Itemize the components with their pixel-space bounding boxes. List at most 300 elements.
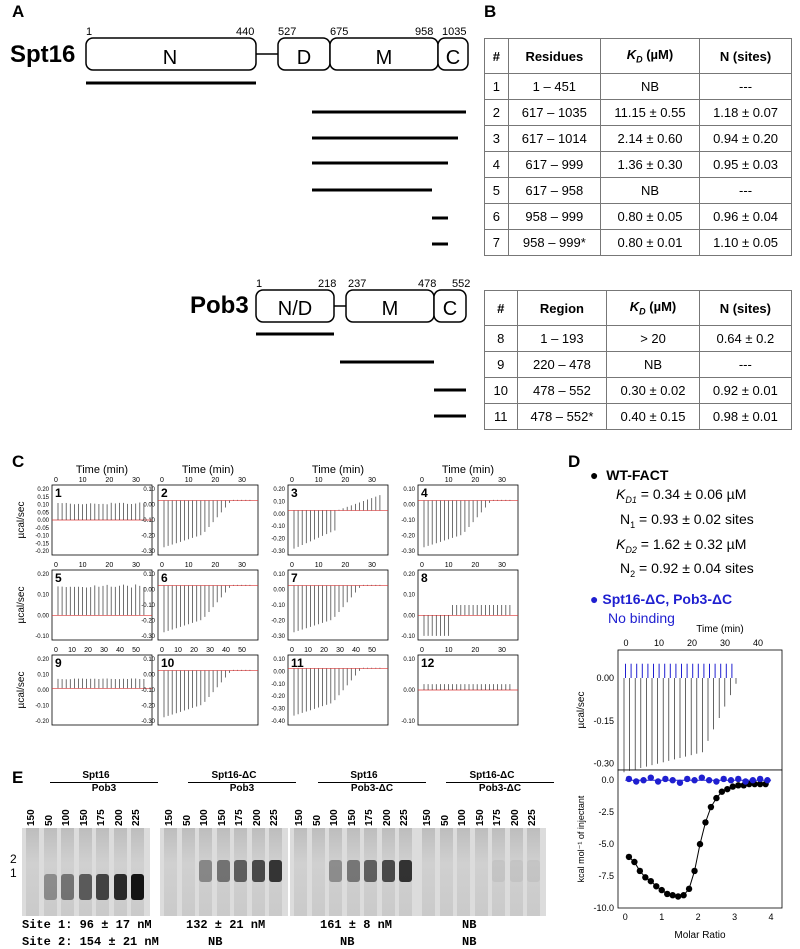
mut-data-point <box>757 776 763 782</box>
y-tick-label: -0.10 <box>35 703 49 710</box>
lane-label: 225 <box>269 809 280 826</box>
gel-title-line1: Spt16 <box>350 770 378 781</box>
wt-data-point <box>664 891 670 897</box>
x-tick-label: 20 <box>211 562 220 569</box>
itc-panel <box>271 562 388 640</box>
panel-number: 5 <box>55 571 62 585</box>
table-cell: 0.64 ± 0.2 <box>699 326 791 352</box>
lane-label: 50 <box>181 814 193 826</box>
gel-image <box>160 828 288 916</box>
panel-number: 1 <box>55 486 62 500</box>
wt-data-point <box>631 859 637 865</box>
x-tick-label: 40 <box>752 638 764 648</box>
itc-panel <box>401 647 518 725</box>
y-tick-label: -0.20 <box>271 536 285 543</box>
y-tick-label: -0.20 <box>35 549 49 555</box>
lane-label: 50 <box>439 814 451 826</box>
panel-label-c: C <box>12 452 25 471</box>
x-tick-label: 10 <box>184 562 193 569</box>
x-tick-label: 20 <box>190 647 198 654</box>
spt16-pos: 440 <box>236 26 255 38</box>
wt-data-point <box>642 874 648 880</box>
y-tick-label: -2.5 <box>598 807 614 818</box>
table-cell: > 20 <box>607 326 699 352</box>
panel-number: 10 <box>161 656 175 670</box>
y-tick-label: -0.20 <box>271 618 285 625</box>
y-tick-label: -0.10 <box>141 518 155 524</box>
wt-data-point <box>626 854 632 860</box>
table-cell: 0.80 ± 0.05 <box>600 204 699 230</box>
panel-number: 6 <box>161 571 168 585</box>
x-tick-label: 40 <box>222 647 230 654</box>
wt-data-point <box>659 887 665 893</box>
x-tick-label: 20 <box>686 638 698 648</box>
itc-thermogram-grid <box>0 455 570 770</box>
y-tick-label: -0.10 <box>141 688 155 694</box>
x-tick-label: 0 <box>290 562 294 569</box>
y-tick-label: 0.10 <box>143 657 155 663</box>
x-tick-label: 30 <box>368 477 376 484</box>
mut-data-point <box>728 777 734 783</box>
gel-kd-result: NB <box>340 935 355 949</box>
lane-label: 200 <box>509 809 521 826</box>
lane-label: 50 <box>43 814 55 826</box>
n2-value: = 0.92 ± 0.04 sites <box>635 560 754 577</box>
x-tick-label: 0 <box>420 562 424 569</box>
x-tick-label: 30 <box>336 647 344 654</box>
pob3-c-label: C <box>442 298 458 320</box>
x-tick-label: 10 <box>314 477 323 484</box>
table-cell: 617 – 1035 <box>508 100 600 126</box>
table-cell: 220 – 478 <box>517 352 607 378</box>
y-tick-label: 0.10 <box>37 672 49 679</box>
table-cell: 617 – 999 <box>508 152 600 178</box>
col-header: N (sites) <box>699 291 791 326</box>
y-tick-label: 0.10 <box>403 592 415 599</box>
itc-panel <box>141 647 258 725</box>
y-tick-label: 0.00 <box>37 613 49 620</box>
col-header: # <box>485 39 509 74</box>
spt16-kd-table <box>484 38 792 256</box>
table-cell: 478 – 552* <box>517 404 607 430</box>
y-tick-label: 0.00 <box>37 688 49 694</box>
mut-data-point <box>684 776 690 782</box>
spt16-n-label: N <box>162 47 178 69</box>
y-tick-label: 0.10 <box>273 572 285 578</box>
spt16-name: Spt16 <box>10 41 76 68</box>
y-axis-label: µcal/sec <box>16 671 27 709</box>
x-tick-label: 30 <box>132 477 140 484</box>
emsa-gels <box>0 768 570 949</box>
wt-data-point <box>675 893 681 899</box>
x-tick-label: 10 <box>184 477 193 484</box>
x-tick-label: 0 <box>290 647 294 654</box>
panel-number: 7 <box>291 571 298 585</box>
y-tick-label: 0.15 <box>37 494 49 501</box>
table-cell: 617 – 1014 <box>508 126 600 152</box>
x-tick-label: 0 <box>54 477 58 484</box>
lane-label: 150 <box>26 809 37 826</box>
itc-panel <box>141 562 258 640</box>
table-cell: 2 <box>485 100 509 126</box>
panel-label-b: B <box>484 2 497 21</box>
pob3-name: Pob3 <box>190 292 249 319</box>
lane-label: 100 <box>457 809 468 826</box>
x-tick-label: 0 <box>420 477 424 484</box>
table-row <box>485 74 792 100</box>
gel-title-line2: Pob3-ΔC <box>318 782 426 794</box>
y-tick-label: 0.10 <box>37 592 49 599</box>
y-tick-label: 0.20 <box>37 657 49 663</box>
pob3-pos: 1 <box>256 278 263 290</box>
x-tick-label: 0 <box>54 562 58 569</box>
table-cell: --- <box>700 178 792 204</box>
x-tick-label: 20 <box>341 562 350 569</box>
table-cell: 10 <box>485 378 518 404</box>
itc-panel <box>16 562 152 640</box>
wt-data-point <box>713 795 719 801</box>
pob3-pos: 478 <box>418 278 437 290</box>
x-tick-label: 0 <box>160 477 164 484</box>
x-tick-label: 10 <box>444 647 453 654</box>
col-header: Region <box>517 291 607 326</box>
itc-panel <box>141 464 258 555</box>
lane-label: 225 <box>527 809 538 826</box>
y-tick-label: -0.30 <box>401 549 415 555</box>
pob3-pos: 218 <box>318 278 337 290</box>
table-cell: 1.18 ± 0.07 <box>700 100 792 126</box>
table-cell: --- <box>699 352 791 378</box>
wt-data-point <box>719 789 725 795</box>
y-tick-label: -0.10 <box>35 634 49 640</box>
x-tick-label: 20 <box>105 562 114 569</box>
y-tick-label: -0.30 <box>141 634 155 640</box>
table-row <box>485 404 792 430</box>
y-tick-label: -0.05 <box>35 525 49 532</box>
panel-d-legend <box>590 466 754 628</box>
gel-kd-result: Site 1: 96 ± 17 nM <box>22 918 152 932</box>
y-tick-label: 0.10 <box>143 572 155 578</box>
table-row <box>485 204 792 230</box>
y-tick-label: -0.30 <box>271 634 285 640</box>
y-tick-label: -0.15 <box>593 715 614 726</box>
kd2-value: = 1.62 ± 0.32 µM <box>636 535 747 552</box>
lane-label: 175 <box>492 809 503 826</box>
y-tick-label: -0.10 <box>271 603 285 609</box>
table-cell: 0.40 ± 0.15 <box>607 404 699 430</box>
x-tick-label: 0 <box>290 477 294 484</box>
wt-data-point <box>730 783 736 789</box>
y-tick-label: 0.10 <box>273 499 285 506</box>
x-tick-label: 20 <box>471 647 480 654</box>
gel-image <box>22 828 150 916</box>
gel-kd-result: 132 ± 21 nM <box>186 918 266 932</box>
itc-panel <box>16 464 152 555</box>
y-tick-label: 0.20 <box>37 572 49 578</box>
y-tick-label: 0.20 <box>37 487 49 493</box>
spt16-c-label: C <box>445 47 461 69</box>
x-tick-label: 30 <box>498 477 506 484</box>
table-cell: 958 – 999 <box>508 204 600 230</box>
y-tick-label: -0.30 <box>141 549 155 555</box>
time-axis-label: Time (min) <box>181 464 235 476</box>
x-tick-label: 30 <box>498 647 506 654</box>
y-tick-label: -0.10 <box>271 524 285 531</box>
table-row <box>485 152 792 178</box>
y-tick-label: 0.00 <box>273 587 285 594</box>
col-header: N (sites) <box>700 39 792 74</box>
spt16-pos: 527 <box>278 26 297 38</box>
y-tick-label: -0.20 <box>401 533 415 540</box>
table-cell: 0.96 ± 0.04 <box>700 204 792 230</box>
x-tick-label: 40 <box>116 647 124 654</box>
table-cell: 5 <box>485 178 509 204</box>
table-row <box>485 326 792 352</box>
x-tick-label: 1 <box>659 912 665 922</box>
y-tick-label: -0.10 <box>401 719 415 725</box>
gel-title <box>300 770 428 794</box>
x-tick-label: 0 <box>160 647 164 654</box>
y-tick-label: 0.00 <box>403 613 415 620</box>
mut-data-point <box>633 778 639 784</box>
y-axis-label: µcal/sec <box>16 586 27 624</box>
wt-data-point <box>735 782 741 788</box>
x-tick-label: 10 <box>314 562 323 569</box>
x-tick-label: 10 <box>653 638 665 648</box>
gel-title-line1: Spt16-ΔC <box>469 770 515 781</box>
time-axis-label: Time (min) <box>441 464 495 476</box>
gel-title-line1: Spt16 <box>82 770 110 781</box>
col-header: # <box>485 291 518 326</box>
lane-label: 150 <box>474 809 486 826</box>
col-header: $K_D$ (µM) <box>607 291 699 326</box>
kd2-sub: D2 <box>625 544 637 555</box>
x-tick-label: 20 <box>341 477 350 484</box>
panel-number: 2 <box>161 486 168 500</box>
table-cell: --- <box>700 74 792 100</box>
mut-data-point <box>640 777 646 783</box>
x-tick-label: 20 <box>471 477 480 484</box>
x-tick-label: 10 <box>78 477 87 484</box>
wt-data-point <box>648 878 654 884</box>
y-tick-label: -0.15 <box>35 541 49 548</box>
table-row <box>485 230 792 256</box>
panel-number: 9 <box>55 656 62 670</box>
y-tick-label: 0.00 <box>273 669 285 676</box>
y-tick-label: -0.30 <box>141 719 155 725</box>
y-tick-label: -10.0 <box>593 903 614 913</box>
table-cell: 4 <box>485 152 509 178</box>
table-cell: 11.15 ± 0.55 <box>600 100 699 126</box>
x-tick-label: 50 <box>132 647 140 654</box>
n1-value: = 0.93 ± 0.02 sites <box>635 510 754 527</box>
time-axis-label: Time (min) <box>696 624 744 635</box>
time-axis-label: Time (min) <box>311 464 365 476</box>
lane-label: 200 <box>381 809 393 826</box>
y-tick-label: 0.10 <box>403 487 415 493</box>
y-tick-label: -7.5 <box>598 871 614 882</box>
col-header: Residues <box>508 39 600 74</box>
y-tick-label: 0.10 <box>273 657 285 663</box>
y-tick-label: -0.10 <box>271 681 285 688</box>
mut-data-point <box>626 776 632 782</box>
wt-data-point <box>637 868 643 874</box>
x-tick-label: 20 <box>84 647 92 654</box>
kd1-symbol: K <box>616 486 626 502</box>
spt16-pos: 675 <box>330 26 349 38</box>
wt-data-point <box>686 886 692 892</box>
lane-label: 175 <box>234 809 245 826</box>
x-tick-label: 30 <box>206 647 214 654</box>
table-cell: NB <box>600 178 699 204</box>
lane-label: 150 <box>346 809 358 826</box>
y-tick-label: -5.0 <box>598 839 614 850</box>
x-tick-label: 10 <box>444 477 453 484</box>
table-cell: 11 <box>485 404 518 430</box>
table-cell: 8 <box>485 326 518 352</box>
kd1-sub: D1 <box>625 494 637 505</box>
x-tick-label: 0 <box>420 647 424 654</box>
x-tick-label: 0 <box>160 562 164 569</box>
x-tick-label: 30 <box>238 562 246 569</box>
y-tick-label: -0.30 <box>271 706 285 713</box>
gel-image <box>418 828 546 916</box>
x-tick-label: 30 <box>719 638 731 648</box>
x-tick-label: 30 <box>498 562 506 569</box>
x-tick-label: 50 <box>368 647 376 654</box>
lane-label: 150 <box>164 809 175 826</box>
wt-data-point <box>708 804 714 810</box>
y-tick-label: 0.00 <box>143 672 155 679</box>
x-tick-label: 20 <box>105 477 114 484</box>
table-cell: 0.30 ± 0.02 <box>607 378 699 404</box>
mut-data-point <box>706 777 712 783</box>
x-tick-label: 40 <box>352 647 360 654</box>
spt16-pos: 1 <box>86 26 93 38</box>
lane-label: 50 <box>311 814 323 826</box>
pob3-m-label: M <box>381 298 399 320</box>
panel-label-e: E <box>12 768 24 787</box>
itc-panel <box>271 647 388 725</box>
spt16-pos: 1035 <box>442 26 467 38</box>
mut-data-point <box>662 776 668 782</box>
x-axis-label: Molar Ratio <box>674 930 726 941</box>
table-row <box>485 126 792 152</box>
lane-label: 150 <box>294 809 305 826</box>
legend-dot-mut: ● <box>590 591 599 608</box>
y-tick-label: 0.00 <box>37 518 49 524</box>
legend-mut: Spt16-ΔC, Pob3-ΔC <box>602 591 733 608</box>
table-cell: 0.94 ± 0.20 <box>700 126 792 152</box>
y-tick-label: -0.20 <box>141 703 155 710</box>
table-row <box>485 178 792 204</box>
table-cell: 0.95 ± 0.03 <box>700 152 792 178</box>
legend-dot-wt: ● <box>590 467 599 483</box>
table-cell: 1.10 ± 0.05 <box>700 230 792 256</box>
table-cell: 958 – 999* <box>508 230 600 256</box>
itc-panel <box>16 647 152 725</box>
itc-panel <box>401 562 518 640</box>
y-tick-label: 0.10 <box>37 502 49 509</box>
table-cell: 617 – 958 <box>508 178 600 204</box>
gel-title-line2: Pob3 <box>188 782 296 794</box>
table-cell: 6 <box>485 204 509 230</box>
legend-wt: WT-FACT <box>606 467 669 483</box>
gel-kd-result: NB <box>462 935 477 949</box>
table-cell: 478 – 552 <box>517 378 607 404</box>
gel-kd-result: Site 2: 154 ± 21 nM <box>22 935 159 949</box>
y-tick-label: -0.20 <box>271 694 285 701</box>
y-tick-label: 0.00 <box>143 587 155 594</box>
mut-data-point <box>735 776 741 782</box>
lane-label: 225 <box>399 809 410 826</box>
x-tick-label: 10 <box>68 647 76 654</box>
lane-label: 200 <box>113 809 125 826</box>
table-cell: NB <box>607 352 699 378</box>
y-axis-label: µcal/sec <box>576 691 587 729</box>
y-tick-label: 0.05 <box>37 510 49 517</box>
lane-label: 150 <box>78 809 90 826</box>
lane-label: 100 <box>199 809 210 826</box>
x-tick-label: 30 <box>100 647 108 654</box>
lane-label: 175 <box>96 809 107 826</box>
y-tick-label: -0.10 <box>141 603 155 609</box>
gel-title-line2: Pob3 <box>50 782 158 794</box>
pob3-pos: 552 <box>452 278 471 290</box>
y-tick-label: 0.10 <box>143 487 155 493</box>
domain-diagram <box>0 0 480 450</box>
y-axis-label: kcal mol⁻¹ of injectant <box>576 795 586 883</box>
n1-sub: 1 <box>630 519 636 530</box>
y-tick-label: -0.20 <box>35 719 49 725</box>
mut-data-point <box>750 777 756 783</box>
mut-data-point <box>720 776 726 782</box>
y-tick-label: -0.20 <box>141 533 155 540</box>
y-tick-label: -0.20 <box>141 618 155 625</box>
mut-data-point <box>648 774 654 780</box>
band-marker: 2 <box>10 852 17 866</box>
y-tick-label: -0.40 <box>271 719 285 725</box>
x-tick-label: 0 <box>623 638 629 648</box>
table-cell: 1 – 193 <box>517 326 607 352</box>
gel-title <box>170 770 298 794</box>
gel-kd-result: 161 ± 8 nM <box>320 918 393 932</box>
lane-label: 150 <box>422 809 433 826</box>
wt-data-point <box>680 892 686 898</box>
y-tick-label: 0.00 <box>403 502 415 509</box>
x-tick-label: 20 <box>471 562 480 569</box>
x-tick-label: 4 <box>768 912 774 922</box>
lane-label: 225 <box>131 809 142 826</box>
pob3-kd-table <box>484 290 792 430</box>
pob3-nd-label: N/D <box>277 298 313 320</box>
mut-data-point <box>764 777 770 783</box>
pob3-pos: 237 <box>348 278 367 290</box>
y-tick-label: -0.10 <box>401 634 415 640</box>
x-tick-label: 30 <box>132 562 140 569</box>
itc-panel <box>271 464 388 555</box>
lane-label: 200 <box>251 809 263 826</box>
panel-d-itc-plot <box>570 624 800 945</box>
kd1-value: = 0.34 ± 0.06 µM <box>636 486 747 502</box>
gel-title <box>32 770 160 794</box>
y-tick-label: -0.30 <box>271 549 285 555</box>
wt-data-point <box>653 883 659 889</box>
y-tick-label: 0.10 <box>403 657 415 663</box>
x-tick-label: 10 <box>304 647 312 654</box>
y-tick-label: 0.00 <box>273 511 285 518</box>
gel-title <box>428 770 556 794</box>
